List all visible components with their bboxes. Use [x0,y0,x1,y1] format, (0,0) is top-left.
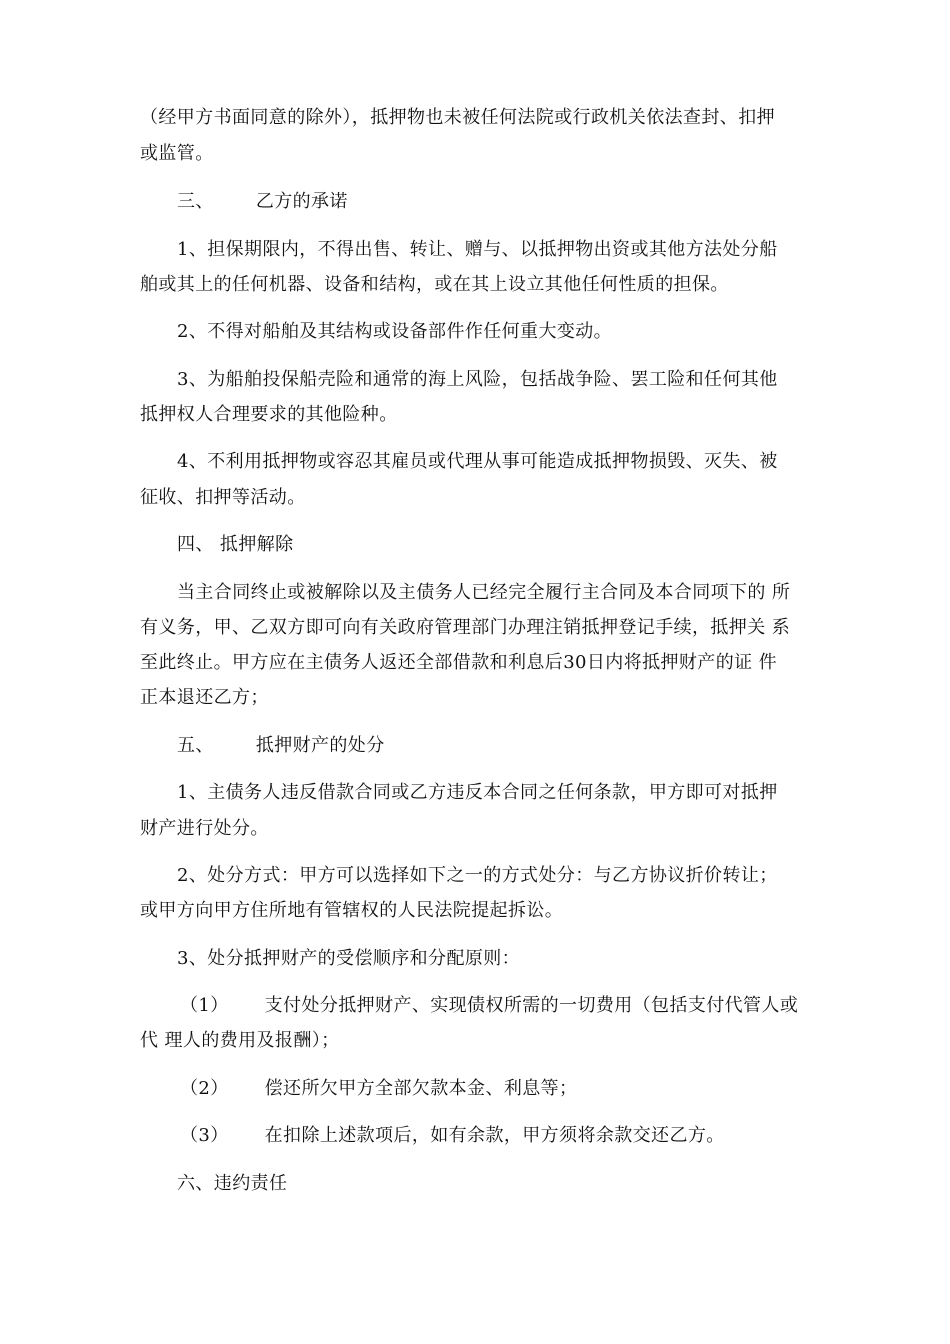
paragraph-line: 舶或其上的任何机器、设备和结构，或在其上设立其他任何性质的担保。 [140,274,729,295]
paragraph-line: 1、担保期限内，不得出售、转让、赠与、以抵押物出资或其他方法处分船 [177,239,778,260]
heading-title: 乙方的承诺 [255,191,348,212]
list-item-1 [180,994,798,1018]
paragraph-line: 3、为船舶投保船壳险和通常的海上风险，包括战争险、罢工险和任何其他 [177,369,778,390]
paragraph-line: 有义务，甲、乙双方即可向有关政府管理部门办理注销抵押登记手续，抵押关 系 [140,617,791,638]
paragraph-line: 至此终止。甲方应在主债务人返还全部借款和利息后30日内将抵押财产的证 件 [140,652,778,673]
list-number: （1） [180,995,229,1016]
paragraph-line: 1、主债务人违反借款合同或乙方违反本合同之任何条款，甲方即可对抵押 [177,782,778,803]
list-number: （2） [180,1078,229,1099]
list-item-2 [180,1077,577,1101]
paragraph-line: 2、不得对船舶及其结构或设备部件作任何重大变动。 [177,321,613,342]
paragraph-line: 2、处分方式：甲方可以选择如下之一的方式处分：与乙方协议折价转让； [177,865,778,886]
paragraph-line: 正本退还乙方； [140,687,269,708]
paragraph-line: 抵押权人合理要求的其他险种。 [140,404,398,425]
paragraph-line: 财产进行处分。 [140,818,269,839]
paragraph-line: 或甲方向甲方住所地有管辖权的人民法院提起拆讼。 [140,900,564,921]
paragraph-line: 3、处分抵押财产的受偿顺序和分配原则： [177,948,521,969]
paragraph-line: （经甲方书面同意的除外），抵押物也未被任何法院或行政机关依法查封、扣押 [140,107,775,128]
list-text: 支付处分抵押财产、实现债权所需的一切费用（包括支付代管人或 [264,995,799,1016]
list-text: 在扣除上述款项后，如有余款，甲方须将余款交还乙方。 [264,1125,725,1146]
section-heading-4: 四、 抵押解除 [177,534,294,555]
heading-number: 五、 [177,735,214,756]
section-heading-5 [177,734,385,758]
paragraph-line: 当主合同终止或被解除以及主债务人已经完全履行主合同及本合同项下的 所 [177,582,791,603]
section-heading-3 [177,190,348,214]
heading-number: 三、 [177,191,214,212]
paragraph-line: 征收、扣押等活动。 [140,487,306,508]
list-number: （3） [180,1125,229,1146]
list-text: 偿还所欠甲方全部欠款本金、利息等； [264,1078,578,1099]
heading-title: 抵押财产的处分 [255,735,385,756]
paragraph-line: 代 理人的费用及报酬）； [140,1030,340,1051]
list-item-3 [180,1124,725,1148]
paragraph-line: 4、不利用抵押物或容忍其雇员或代理从事可能造成抵押物损毁、灭失、被 [177,451,778,472]
section-heading-6: 六、违约责任 [177,1173,288,1194]
paragraph-line: 或监管。 [140,143,214,164]
